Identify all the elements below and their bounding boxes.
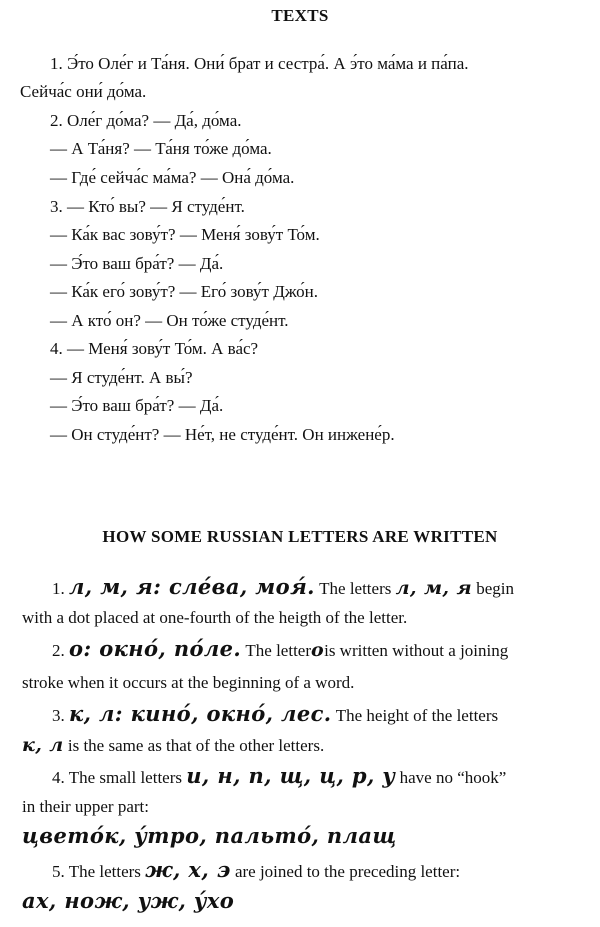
para-5-text: The letters (68, 862, 141, 881)
text-line-9: — Ка́к его́ зову́т? — Его́ зову́т Джо́н. (50, 282, 318, 301)
para-5-text-2: are joined to the preceding letter: (234, 862, 461, 881)
para-5-number: 5. (52, 862, 65, 881)
handwriting-sample-5: ах, нож, уж, у́хо (22, 888, 235, 913)
para-1-number: 1. (52, 579, 65, 598)
para-3-number: 3. (52, 706, 65, 725)
handwriting-sample-4: цвето́к, у́тро, пальто́, плащ (22, 823, 397, 848)
text-line-7: — Ка́к вас зову́т? — Меня́ зову́т То́м. (50, 225, 320, 244)
handwriting-sample-3: к, л: кино́, окно́, лес. (69, 701, 332, 726)
para-3-text-2: is the same as that of the other letters. (67, 736, 325, 755)
para-3-text: The height of the letters (335, 706, 499, 725)
text-line-4: — А Та́ня? — Та́ня то́же до́ма. (50, 139, 272, 158)
para-4-line-1 (52, 763, 507, 788)
text-line-6: 3. — Кто́ вы? — Я студе́нт. (50, 197, 245, 216)
handwriting-inline-3: к, л (22, 734, 64, 756)
para-4-number: 4. (52, 768, 65, 787)
para-4-text: The small letters (68, 768, 183, 787)
text-line-8: — Э́то ваш бра́т? — Да́. (50, 254, 224, 273)
handwriting-inline-4: и, н, п, щ, ц, р, у (186, 763, 396, 788)
para-3-line-1 (52, 701, 499, 726)
para-1-text: The letters (319, 579, 392, 598)
text-line-12: — Я студе́нт. А вы́? (50, 368, 193, 387)
handwriting-sample-1: л, м, я: сле́ва, моя́. (69, 574, 315, 599)
para-2-number: 2. (52, 641, 65, 660)
para-2-text-2: is written without a joining (324, 641, 509, 660)
howto-heading: HOW SOME RUSSIAN LETTERS ARE WRITTEN (102, 527, 498, 546)
para-4-line-2: in their upper part: (22, 797, 149, 816)
para-5-line-1 (52, 857, 461, 882)
para-2-line-1 (52, 636, 509, 661)
para-4-text-2: have no “hook” (399, 768, 507, 787)
handwriting-inline-2: о (311, 639, 325, 661)
para-1-line-1 (52, 574, 514, 599)
handwriting-inline-5: ж, х, э (145, 857, 231, 882)
para-2-line-2: stroke when it occurs at the beginning of a word. (22, 673, 355, 692)
para-3-line-2 (22, 735, 324, 756)
para-2-text: The letter (245, 641, 312, 660)
para-1-line-2: with a dot placed at one-fourth of the heigth of the letter. (22, 608, 408, 627)
para-1-text-2: begin (476, 579, 514, 598)
text-line-1: 1. Э́то Оле́г и Та́ня. Они́ брат и сестра́. А э́то ма́ма и па́па. (50, 54, 469, 73)
handwriting-inline-1: л, м, я (395, 577, 472, 599)
text-line-13: — Э́то ваш бра́т? — Да́. (50, 396, 224, 415)
handwriting-sample-2: о: окно́, по́ле. (69, 636, 242, 661)
text-line-5: — Где́ сейча́с ма́ма? — Она́ до́ма. (50, 168, 295, 187)
text-line-10: — А кто́ он? — Он то́же студе́нт. (50, 311, 289, 330)
text-line-11: 4. — Меня́ зову́т То́м. А ва́с? (50, 339, 259, 358)
text-line-3: 2. Оле́г до́ма? — Да́, до́ма. (50, 111, 242, 130)
text-line-14: — Он студе́нт? — Не́т, не студе́нт. Он инжене́р. (50, 425, 395, 444)
text-line-2: Сейча́с они́ до́ма. (20, 82, 147, 101)
texts-heading: TEXTS (271, 6, 329, 25)
